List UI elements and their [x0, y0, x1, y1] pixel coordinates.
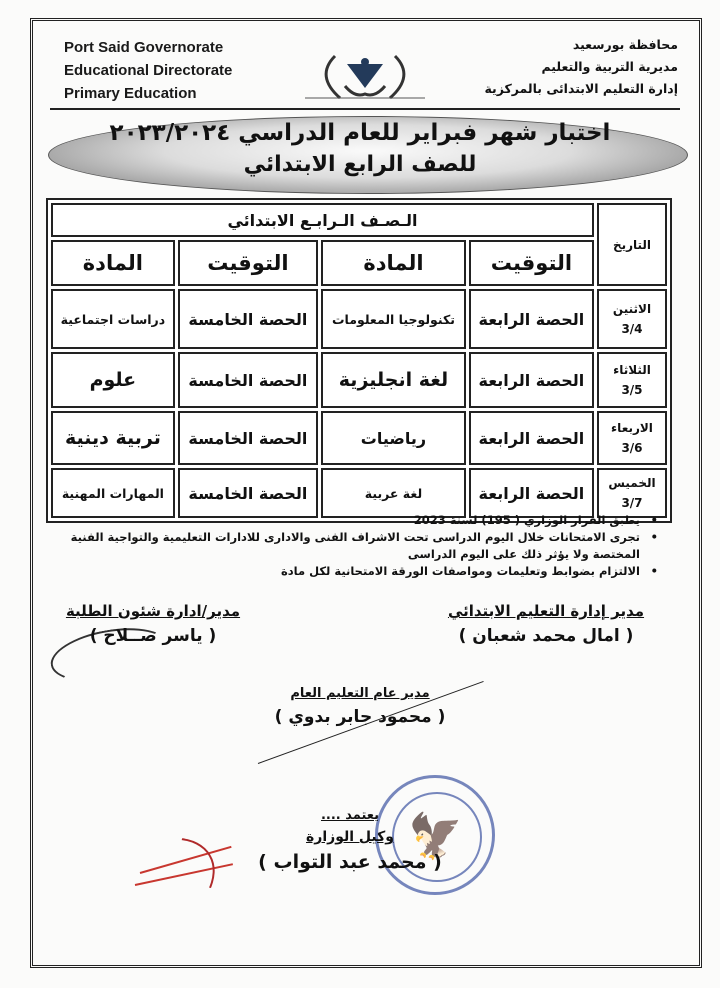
- signature-name: ( امال محمد شعبان ): [458, 626, 634, 646]
- table-row: [51, 411, 667, 465]
- time-cell: الحصة الخامسة: [178, 289, 318, 349]
- subject-cell: علوم: [51, 352, 175, 408]
- signature-undersecretary: [250, 808, 450, 873]
- date-cell: [597, 289, 667, 349]
- note-item: • الالتزام بضوابط وتعليمات ومواصفات الورقة الامتحانية لكل مادة: [50, 563, 660, 580]
- signature-role: وكيل الوزارة: [306, 829, 394, 845]
- time-cell: الحصة الرابعة: [469, 352, 594, 408]
- arabic-letterhead: [484, 34, 678, 100]
- table-row: [51, 468, 667, 518]
- exam-notes: [50, 512, 660, 580]
- signature-role: مدير/ادارة شئون الطلبة: [65, 602, 241, 620]
- department-ar: إدارة التعليم الابتدائى بالمركزية: [484, 81, 678, 96]
- governorate-en: Port Said Governorate: [64, 39, 224, 56]
- department-en: Primary Education: [64, 85, 197, 102]
- table-row: [51, 289, 667, 349]
- time-cell: الحصة الخامسة: [178, 352, 318, 408]
- signature-name: ( ياسر صــلاح ): [89, 626, 217, 646]
- eagle-emblem-icon: 🦅: [408, 811, 463, 862]
- col-header-subject: المادة: [321, 240, 466, 286]
- signature-role: مدير عام التعليم العام: [290, 686, 430, 701]
- time-cell: الحصة الخامسة: [178, 468, 318, 518]
- exam-title: اختبار شهر فبراير للعام الدراسي ٢٠٢٣/٢٠٢٤: [109, 120, 611, 146]
- col-header-time: التوقيت: [178, 240, 318, 286]
- time-cell: الحصة الرابعة: [469, 468, 594, 518]
- date-label: 3/6: [621, 441, 643, 455]
- time-cell: الحصة الرابعة: [469, 411, 594, 465]
- signature-name: ( محمود جابر بدوي ): [274, 707, 446, 727]
- english-letterhead: [64, 36, 232, 105]
- signature-primary-director: [416, 602, 676, 646]
- date-header: التاريخ: [597, 203, 667, 286]
- signature-student-affairs: [58, 602, 248, 646]
- subject-cell: تربية دينية: [51, 411, 175, 465]
- table-row: [51, 352, 667, 408]
- date-label: 3/4: [621, 322, 643, 336]
- subject-cell: دراسات اجتماعية: [51, 289, 175, 349]
- date-label: 3/7: [621, 496, 643, 510]
- col-header-subject: المادة: [51, 240, 175, 286]
- directorate-logo-icon: [295, 36, 435, 108]
- directorate-en: Educational Directorate: [64, 62, 233, 79]
- exam-grade-title: للصف الرابع الابتدائي: [243, 152, 477, 177]
- date-cell: [597, 468, 667, 518]
- day-label: الاثنين: [612, 302, 652, 316]
- subject-cell: لغة انجليزية: [321, 352, 466, 408]
- date-cell: [597, 352, 667, 408]
- header-divider: [50, 108, 680, 110]
- time-cell: الحصة الخامسة: [178, 411, 318, 465]
- day-label: الخميس: [608, 476, 656, 490]
- subject-cell: المهارات المهنية: [51, 468, 175, 518]
- signature-role: مدير إدارة التعليم الابتدائي: [447, 602, 645, 620]
- col-header-time: التوقيت: [469, 240, 594, 286]
- subject-cell: تكنولوجيا المعلومات: [321, 289, 466, 349]
- approval-label: يعتمد ....: [320, 808, 380, 823]
- signature-general-director: [250, 686, 470, 727]
- subject-cell: لغة عربية: [321, 468, 466, 518]
- exam-schedule-table: [46, 198, 672, 523]
- subject-cell: رياضيات: [321, 411, 466, 465]
- grade-header: الـصـف الـرابـع الابتدائي: [51, 203, 594, 237]
- note-item: • تجرى الامتحانات خلال اليوم الدراسى تحت الاشراف الفنى والادارى للادارات التعليمية والتواجية الفنية المختصة ولا يؤثر ذلك على اليوم الدراسى: [50, 529, 660, 563]
- day-label: الاربعاء: [611, 421, 653, 435]
- note-item: • يطبق القرار الوزاري ( 195) لسنة 2023: [50, 512, 660, 529]
- day-label: الثلاثاء: [613, 363, 651, 377]
- time-cell: الحصة الرابعة: [469, 289, 594, 349]
- date-cell: [597, 411, 667, 465]
- signature-name: ( محمد عبد التواب ): [258, 851, 442, 873]
- governorate-ar: محافظة بورسعيد: [572, 37, 678, 52]
- directorate-ar: مديرية التربية والتعليم: [541, 59, 678, 74]
- date-label: 3/5: [621, 383, 643, 397]
